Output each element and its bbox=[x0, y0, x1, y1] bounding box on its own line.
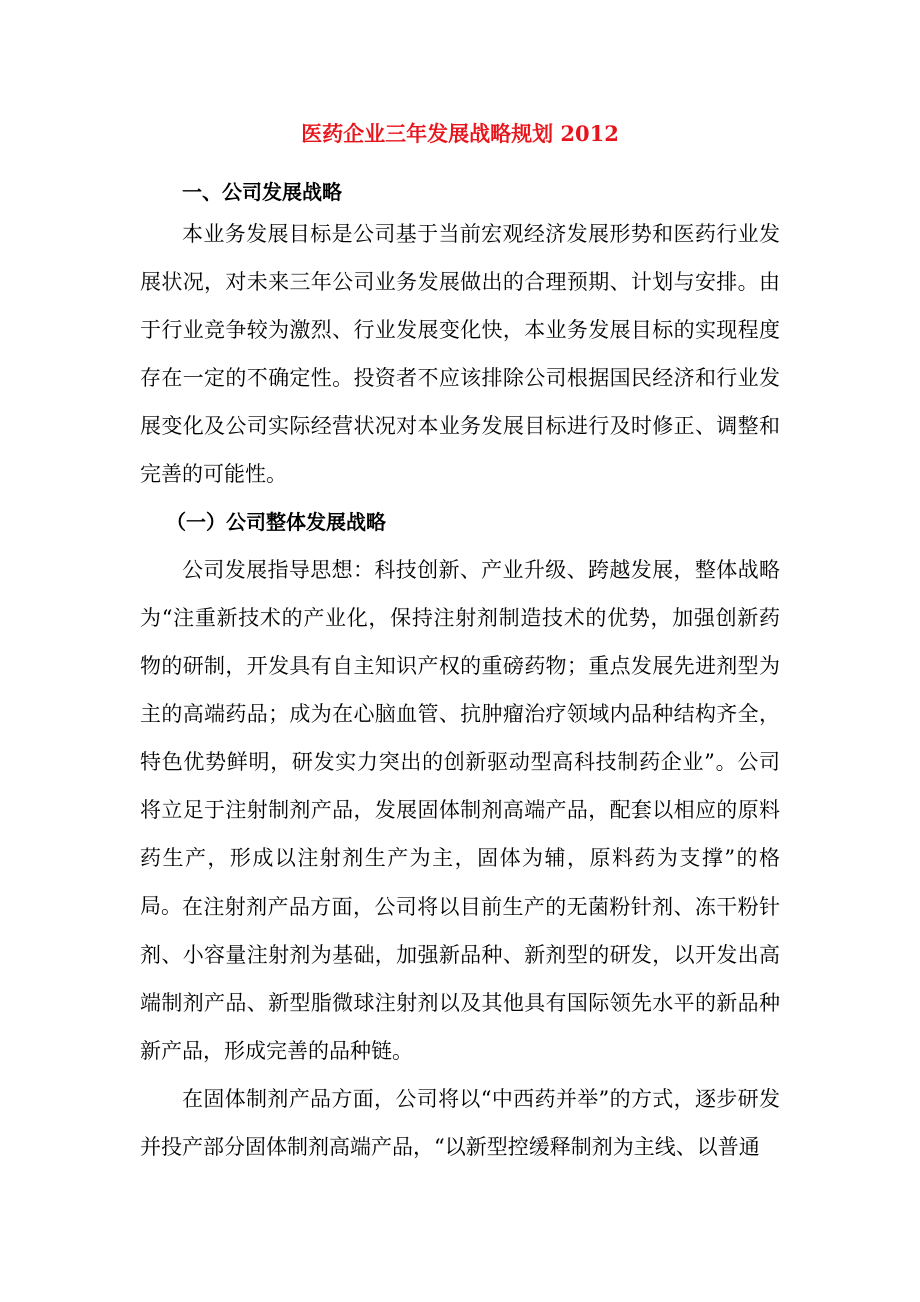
section-heading-company-strategy: 一、公司发展战略 bbox=[182, 180, 342, 204]
subsection-heading-overall-strategy: （一）公司整体发展战略 bbox=[166, 510, 386, 534]
paragraph-guiding-thought: 公司发展指导思想：科技创新、产业升级、跨越发展，整体战略为“注重新技术的产业化，保持注射剂制造技术的优势，加强创新药物的研制，开发具有自主知识产权的重磅药物；重点发展先进剂型为主的高端药品；成为在心脑血管、抗肿瘤治疗领域内品种结构齐全，特色优势鲜明，研发实力突出的创新驱动型高科技制药企业”。公司将立足于注射制剂产品，发展固体制剂高端产品，配套以相应的原料药生产，形成以注射剂生产为主，固体为辅，原料药为支撑”的格局。 bbox=[140, 558, 780, 918]
paragraph-solid-dosage-products: 在固体制剂产品方面，公司将以“中西药并举”的方式，逐步研发并投产部分固体制剂高端产品，“以新型控缓释制剂为主线、以普通 bbox=[140, 1087, 780, 1159]
document-title: 医药企业三年发展战略规划 2012 bbox=[301, 121, 619, 146]
paragraph-injection-products: 在注射剂产品方面，公司将以目前生产的无菌粉针剂、冻干粉针剂、小容量注射剂为基础，加强新品种、新剂型的研发，以开发出高端制剂产品、新型脂微球注射剂以及其他具有国际领先水平的新品种新产品，形成完善的品种链。 bbox=[140, 895, 780, 1063]
paragraph-business-goals: 本业务发展目标是公司基于当前宏观经济发展形势和医药行业发展状况，对未来三年公司业务发展做出的合理预期、计划与安排。由于行业竞争较为激烈、行业发展变化快，本业务发展目标的实现程度存在一定的不确定性。投资者不应该排除公司根据国民经济和行业发展变化及公司实际经营状况对本业务发展目标进行及时修正、调整和完善的可能性。 bbox=[140, 222, 780, 486]
